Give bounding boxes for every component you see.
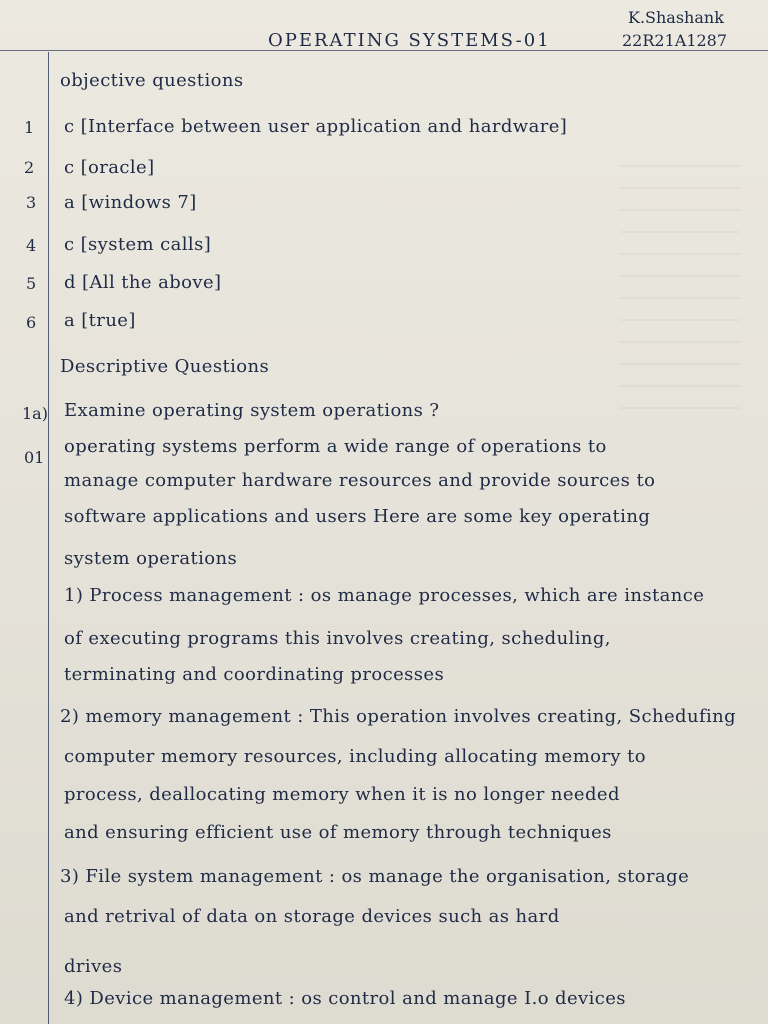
- answer-line: system operations: [64, 548, 238, 569]
- author-name: K.Shashank: [628, 8, 724, 27]
- answer-line: terminating and coordinating processes: [64, 664, 445, 685]
- objective-number: 1: [24, 118, 35, 137]
- answer-line: 4) Device management : os control and manage I.o devices: [64, 988, 626, 1009]
- page-title: OPERATING SYSTEMS-01: [268, 30, 551, 51]
- objective-heading: objective questions: [60, 70, 244, 91]
- objective-number: 2: [24, 158, 35, 177]
- answer-label: 01: [24, 448, 45, 467]
- answer-line: operating systems perform a wide range of operations to: [64, 436, 607, 457]
- descriptive-heading: Descriptive Questions: [60, 356, 270, 377]
- answer-line: and ensuring efficient use of memory through techniques: [64, 822, 612, 843]
- author-id: 22R21A1287: [622, 31, 728, 50]
- objective-answer: d [All the above]: [64, 272, 222, 293]
- objective-number: 3: [26, 193, 37, 212]
- answer-line: and retrival of data on storage devices such as hard: [64, 906, 560, 927]
- answer-line: software applications and users Here are some key operating: [64, 506, 651, 527]
- answer-line: 3) File system management : os manage the organisation, storage: [60, 866, 690, 887]
- objective-answer: a [true]: [64, 310, 136, 331]
- answer-line: drives: [64, 956, 123, 977]
- answer-line: process, deallocating memory when it is no longer needed: [64, 784, 620, 805]
- answer-line: manage computer hardware resources and provide sources to: [64, 470, 656, 491]
- question-text: Examine operating system operations ?: [64, 400, 440, 421]
- answer-line: of executing programs this involves creating, scheduling,: [64, 628, 611, 649]
- show-through-text: [620, 145, 740, 425]
- objective-answer: c [system calls]: [64, 234, 212, 255]
- objective-answer: c [Interface between user application and hardware]: [64, 116, 568, 137]
- objective-number: 6: [26, 313, 37, 332]
- answer-line: 1) Process management : os manage processes, which are instance: [64, 585, 705, 606]
- question-label: 1a): [22, 404, 48, 423]
- objective-number: 4: [26, 236, 37, 255]
- objective-answer: a [windows 7]: [64, 192, 197, 213]
- answer-line: computer memory resources, including allocating memory to: [64, 746, 646, 767]
- answer-line: 2) memory management : This operation involves creating, Schedufing: [60, 706, 737, 727]
- objective-answer: c [oracle]: [64, 157, 155, 178]
- margin-line: [48, 52, 49, 1024]
- objective-number: 5: [26, 274, 37, 293]
